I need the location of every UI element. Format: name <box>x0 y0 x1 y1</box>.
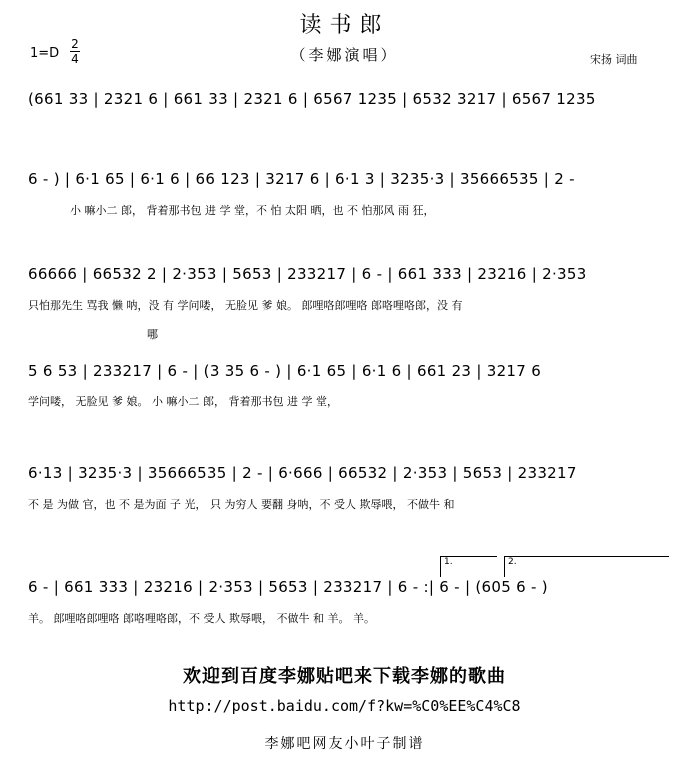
score-system-4-notes: 5 6 53 | 233217 | 6 - | (3 35 6 - ) | 6·1 65 | 6·1 6 | 661 23 | 3217 6 <box>28 362 542 380</box>
time-signature-top: 2 <box>71 37 79 51</box>
performer-subtitle: （李娜演唱） <box>290 46 399 64</box>
score-system-6-lyrics: 羊。 郎哩咯郎哩咯 郎咯哩咯郎，不 受人 欺辱喂， 不做牛 和 羊。 羊。 <box>28 612 375 625</box>
score-system-4-lyrics: 学问喽， 无脸见 爹 娘。 小 嘛小二 郎， 背着那书包 进 学 堂， <box>28 395 338 408</box>
score-system-3-lyrics: 只怕那先生 骂我 懒 呐，没 有 学问喽， 无脸见 爹 娘。 郎哩咯郎哩咯 郎咯哩咯郎，没 有 <box>28 299 463 312</box>
score-system-3-extra-lyric: 哪 <box>147 328 158 341</box>
download-banner: 欢迎到百度李娜贴吧来下载李娜的歌曲 <box>183 666 506 687</box>
score-system-2-notes: 6 - ) | 6·1 65 | 6·1 6 | 66 123 | 3217 6 | 6·1 3 | 3235·3 | 35666535 | 2 - <box>28 170 575 188</box>
volta-number-2: 2. <box>508 557 517 567</box>
score-system-1-notes: (661 33 | 2321 6 | 661 33 | 2321 6 | 6567 1235 | 6532 3217 | 6567 1235 <box>28 90 596 108</box>
score-system-5-notes: 6·13 | 3235·3 | 35666535 | 2 - | 6·666 | 66532 | 2·353 | 5653 | 233217 <box>28 464 577 482</box>
score-system-2-lyrics: 小 嘛小二 郎， 背着那书包 进 学 堂，不 怕 太阳 晒，也 不 怕那风 雨 狂， <box>70 204 435 217</box>
transcriber-credit: 李娜吧网友小叶子制谱 <box>264 736 425 752</box>
score-system-5-lyrics: 不 是 为做 官，也 不 是为面 子 光， 只 为穷人 要翻 身呐，不 受人 欺辱喂， 不做牛 和 <box>28 498 455 511</box>
time-signature <box>70 38 80 65</box>
volta-number-1: 1. <box>444 557 453 567</box>
volta-bracket-2 <box>504 556 669 577</box>
score-system-6-notes: 6 - | 661 333 | 23216 | 2·353 | 5653 | 233217 | 6 - :| 6 - | (605 6 - ) <box>28 578 548 596</box>
composer-credit: 宋扬 词曲 <box>590 53 638 66</box>
time-signature-bottom: 4 <box>71 52 79 66</box>
key-signature: 1=D <box>30 46 60 61</box>
song-title: 读书郎 <box>299 13 390 38</box>
forum-url-link[interactable]: http://post.baidu.com/f?kw=%C0%EE%C4%C8 <box>168 697 521 715</box>
score-system-3-notes: 66666 | 66532 2 | 2·353 | 5653 | 233217 | 6 - | 661 333 | 23216 | 2·353 <box>28 265 587 283</box>
